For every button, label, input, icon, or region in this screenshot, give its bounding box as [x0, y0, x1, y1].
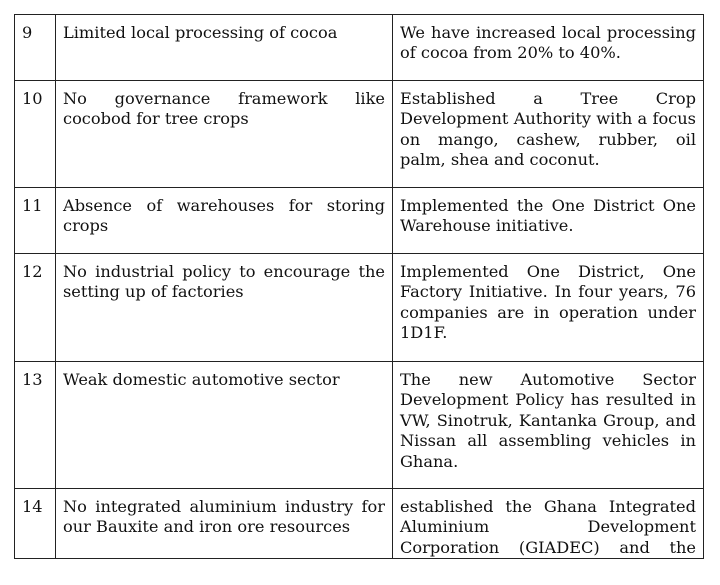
row-number: 13	[15, 362, 56, 489]
document-page	[14, 14, 704, 559]
table-row	[15, 81, 704, 188]
policy-table	[14, 14, 704, 559]
table-row	[15, 15, 704, 81]
action-cell: Established a Tree Crop Development Authority with a focus on mango, cashew, rubber, oil palm, shea and coconut.	[393, 81, 704, 188]
row-number: 11	[15, 188, 56, 254]
issue-cell: Limited local processing of cocoa	[56, 15, 393, 81]
table-row	[15, 254, 704, 362]
row-number: 9	[15, 15, 56, 81]
action-cell: The new Automotive Sector Development Policy has resulted in VW, Sinotruk, Kantanka Group, and Nissan all assembling vehicles in Ghana.	[393, 362, 704, 489]
table-row	[15, 489, 704, 559]
issue-cell: Weak domestic automotive sector	[56, 362, 393, 489]
table-row	[15, 362, 704, 489]
issue-cell: No governance framework like cocobod for tree crops	[56, 81, 393, 188]
row-number: 14	[15, 489, 56, 559]
issue-cell: Absence of warehouses for storing crops	[56, 188, 393, 254]
action-cell: Implemented the One District One Warehouse initiative.	[393, 188, 704, 254]
issue-cell: No industrial policy to encourage the setting up of factories	[56, 254, 393, 362]
issue-cell: No integrated aluminium industry for our Bauxite and iron ore resources	[56, 489, 393, 559]
table-row	[15, 188, 704, 254]
row-number: 10	[15, 81, 56, 188]
action-cell: Implemented One District, One Factory Initiative. In four years, 76 companies are in operation under 1D1F.	[393, 254, 704, 362]
row-number: 12	[15, 254, 56, 362]
action-cell: established the Ghana Integrated Aluminium Development Corporation (GIADEC) and the	[393, 489, 704, 559]
action-cell: We have increased local processing of cocoa from 20% to 40%.	[393, 15, 704, 81]
